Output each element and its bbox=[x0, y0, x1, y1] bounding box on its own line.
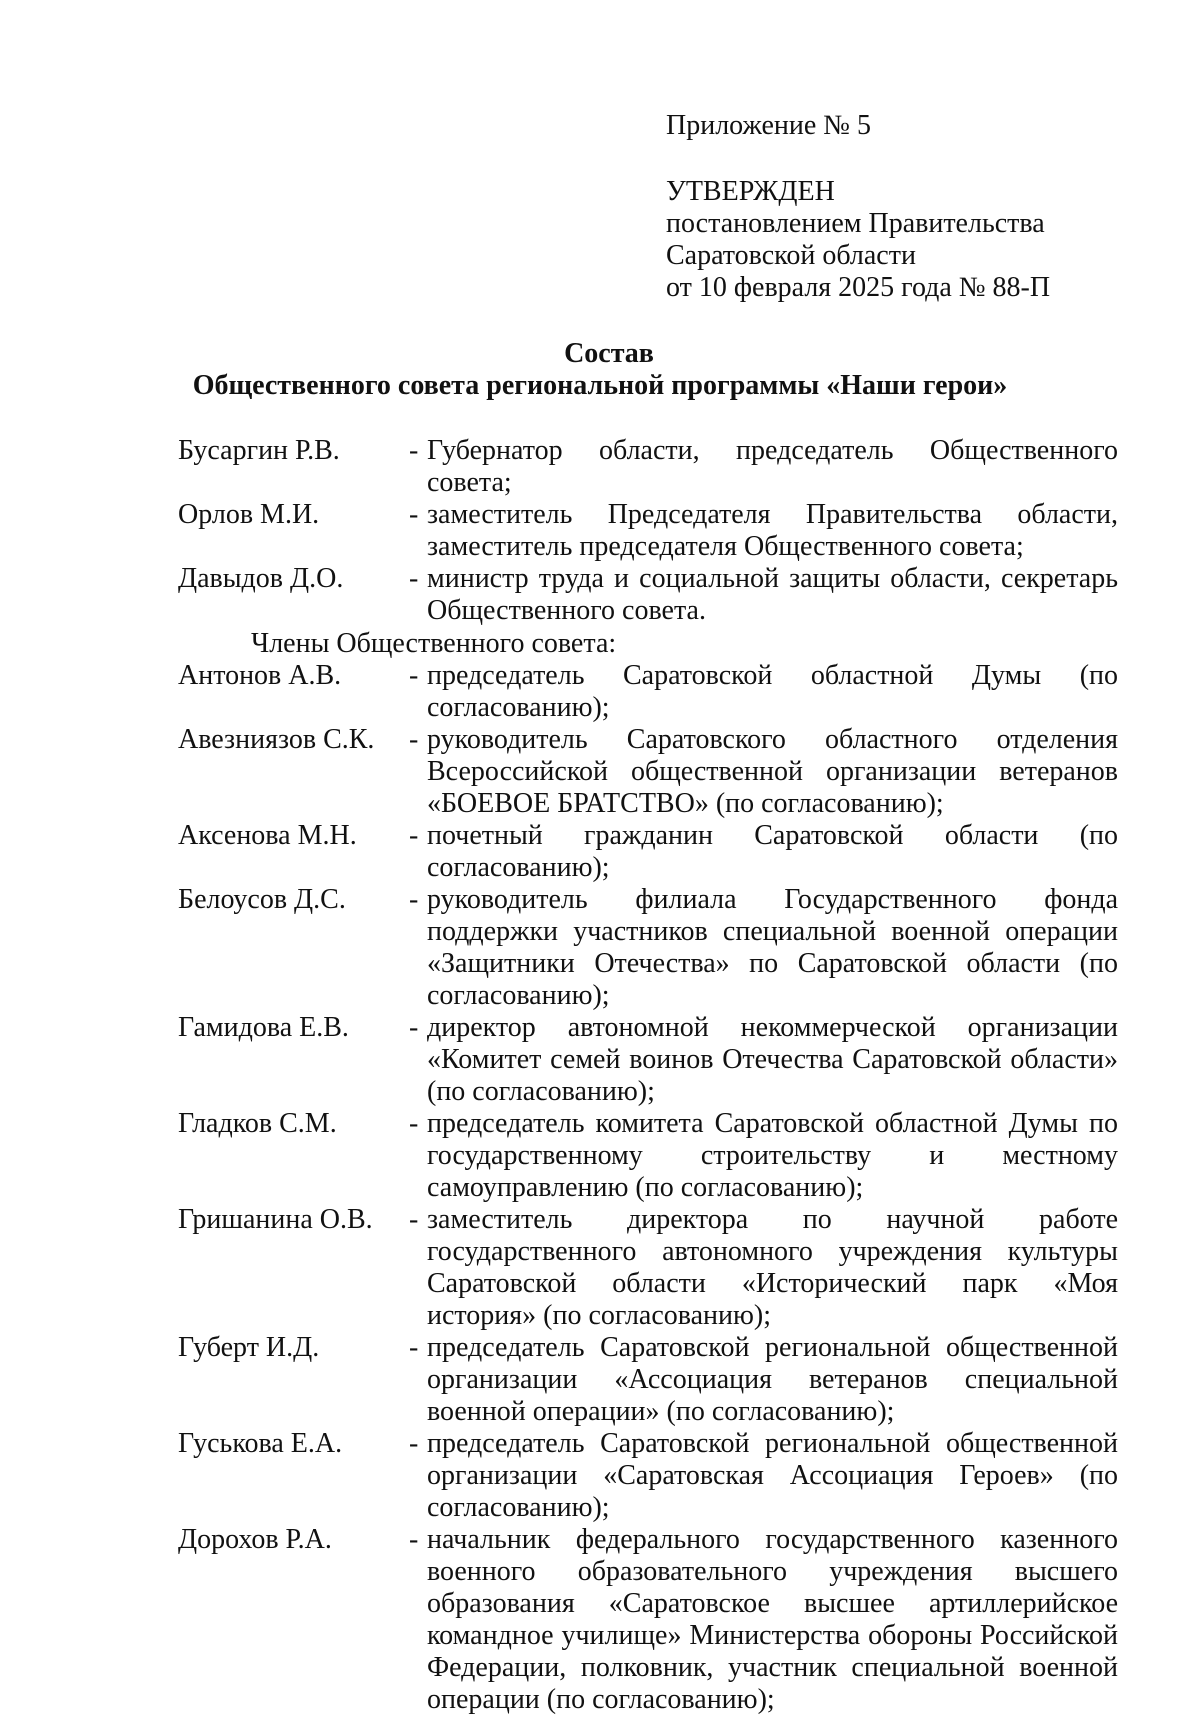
person-position: начальник федерального государственного казенного военного образовательного учреждения высшего образования «Саратовское высшее артиллерийское командное училище» Министерства обороны Российской Федерации, полковник, участник специальной военной операции (по согласованию); bbox=[427, 1524, 1118, 1715]
person-name: Бусаргин Р.В. bbox=[178, 435, 340, 466]
entry-dash: - bbox=[409, 660, 419, 691]
entry-dash: - bbox=[409, 1012, 419, 1043]
member-entry bbox=[178, 1524, 1118, 1716]
entry-dash: - bbox=[409, 435, 419, 466]
person-name: Дорохов Р.А. bbox=[178, 1524, 332, 1555]
leadership-entry bbox=[178, 563, 1118, 627]
person-name: Гришанина О.В. bbox=[178, 1204, 373, 1235]
members-list bbox=[178, 660, 1118, 1716]
member-entry bbox=[178, 660, 1118, 724]
person-name: Гладков С.М. bbox=[178, 1108, 337, 1139]
entry-dash: - bbox=[409, 499, 419, 530]
member-entry bbox=[178, 1108, 1118, 1204]
leadership-entry bbox=[178, 499, 1118, 563]
title-line-2: Общественного совета региональной программы «Наши герои» bbox=[192, 370, 1008, 401]
member-entry bbox=[178, 1332, 1118, 1428]
person-name: Давыдов Д.О. bbox=[178, 563, 344, 594]
leadership-entry bbox=[178, 435, 1118, 499]
person-name: Антонов А.В. bbox=[178, 660, 342, 691]
member-entry bbox=[178, 1012, 1118, 1108]
person-position: председатель Саратовской региональной общественной организации «Ассоциация ветеранов специальной военной операции» (по согласованию); bbox=[427, 1332, 1118, 1427]
person-position: директор автономной некоммерческой организации «Комитет семей воинов Отечества Саратовской области» (по согласованию); bbox=[427, 1012, 1118, 1107]
person-position: заместитель Председателя Правительства области, заместитель председателя Общественного совета; bbox=[427, 499, 1118, 562]
person-position: председатель комитета Саратовской областной Думы по государственному строительству и местному самоуправлению (по согласованию); bbox=[427, 1108, 1118, 1203]
person-name: Гуськова Е.А. bbox=[178, 1428, 343, 1459]
appendix-number: Приложение № 5 bbox=[666, 110, 871, 141]
approval-line-3: от 10 февраля 2025 года № 88-П bbox=[666, 272, 1051, 303]
entry-dash: - bbox=[409, 724, 419, 755]
member-entry bbox=[178, 820, 1118, 884]
leadership-list bbox=[178, 435, 1118, 627]
member-entry bbox=[178, 884, 1118, 1012]
person-name: Губерт И.Д. bbox=[178, 1332, 320, 1363]
person-position: председатель Саратовской областной Думы (по согласованию); bbox=[427, 660, 1118, 723]
approval-block bbox=[666, 176, 1050, 304]
entry-dash: - bbox=[409, 1332, 419, 1363]
member-entry bbox=[178, 724, 1118, 820]
person-name: Аксенова М.Н. bbox=[178, 820, 357, 851]
person-position: министр труда и социальной защиты области, секретарь Общественного совета. bbox=[427, 563, 1118, 626]
person-name: Орлов М.И. bbox=[178, 499, 320, 530]
approval-line-1: постановлением Правительства bbox=[666, 208, 1045, 239]
person-name: Авезниязов С.К. bbox=[178, 724, 375, 755]
entry-dash: - bbox=[409, 884, 419, 915]
entry-dash: - bbox=[409, 1428, 419, 1459]
title-line-1: Состав bbox=[564, 338, 654, 369]
person-position: Губернатор области, председатель Общественного совета; bbox=[427, 435, 1118, 498]
person-position: руководитель Саратовского областного отделения Всероссийской общественной организации ветеранов «БОЕВОЕ БРАТСТВО» (по согласованию); bbox=[427, 724, 1118, 819]
person-position: почетный гражданин Саратовской области (по согласованию); bbox=[427, 820, 1118, 883]
person-position: председатель Саратовской региональной общественной организации «Саратовская Ассоциация Героев» (по согласованию); bbox=[427, 1428, 1118, 1523]
document-title bbox=[0, 338, 1200, 402]
entry-dash: - bbox=[409, 820, 419, 851]
approved-label: УТВЕРЖДЕН bbox=[666, 176, 835, 207]
person-position: руководитель филиала Государственного фонда поддержки участников специальной военной операции «Защитники Отечества» по Саратовской области (по согласованию); bbox=[427, 884, 1118, 1011]
person-name: Гамидова Е.В. bbox=[178, 1012, 349, 1043]
entry-dash: - bbox=[409, 1108, 419, 1139]
entry-dash: - bbox=[409, 1524, 419, 1555]
entry-dash: - bbox=[409, 1204, 419, 1235]
members-heading: Члены Общественного совета: bbox=[251, 628, 617, 659]
member-entry bbox=[178, 1428, 1118, 1524]
person-position: заместитель директора по научной работе государственного автономного учреждения культуры Саратовской области «Исторический парк «Моя история» (по согласованию); bbox=[427, 1204, 1118, 1331]
member-entry bbox=[178, 1204, 1118, 1332]
approval-line-2: Саратовской области bbox=[666, 240, 916, 271]
person-name: Белоусов Д.С. bbox=[178, 884, 346, 915]
entry-dash: - bbox=[409, 563, 419, 594]
